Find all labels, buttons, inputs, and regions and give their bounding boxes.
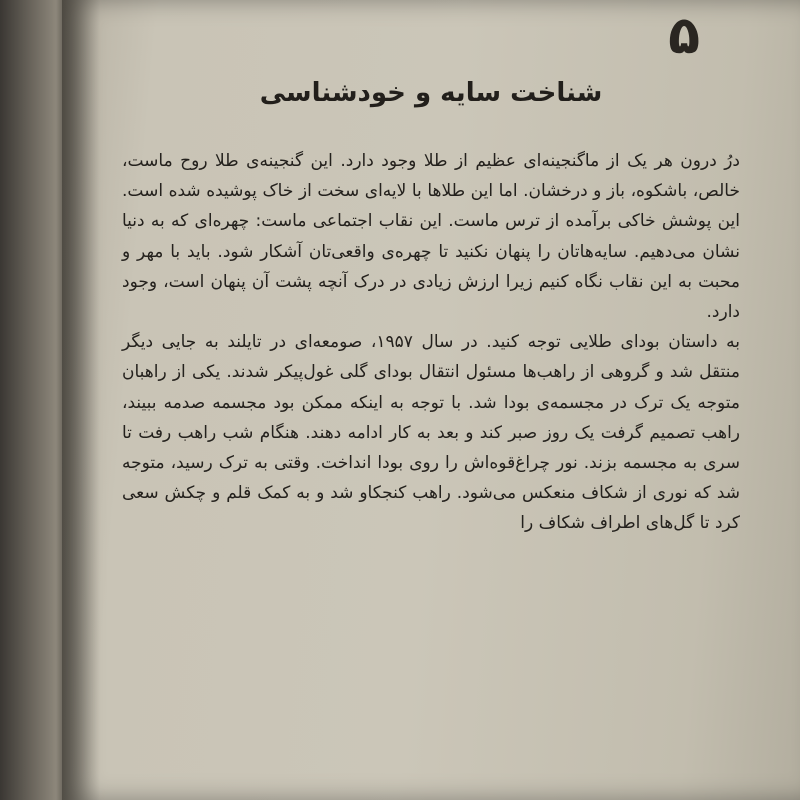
paragraph: به داستان بودای طلایی توجه کنید. در سال ۱۹۵۷، صومعه‌ای در تایلند به جایی دیگر منتقل شد و گروهی از راهب‌ها مسئول انتقال بودای گلی غول‌پیکر شدند. یکی از راهبان متوجه یک ترک در مجسمه‌ی بودا شد. با توجه به اینکه ممکن بود مجسمه صدمه ببیند، راهب تصمیم گرفت یک روز صبر کند و بعد به کار ادامه دهند. هنگام شب راهب رفت تا سری به مجسمه بزند. نور چراغ‌قوه‌اش را روی بودا انداخت. وقتی به ترک رسید، متوجه شد که نوری از شکاف منعکس می‌شود. راهب کنجکاو شد و به کمک قلم و چکش سعی کرد تا گل‌های اطراف شکاف را (122, 332, 741, 534)
body-text (122, 146, 740, 539)
adjacent-page-edge (0, 0, 70, 800)
book-page (62, 0, 800, 800)
paragraph: درُ درون هر یک از ماگنجینه‌ای عظیم از طلا وجود دارد. این گنجینه‌ی طلا روح ماست، خالص، باشکوه، باز و درخشان. اما این طلاها با لایه‌ای سخت از خاک پوشیده شده است. این پوشش خاکی برآمده از ترس ماست. این نقاب اجتماعی ماست: چهره‌ای که به دنیا نشان می‌دهیم. سایه‌هاتان را پنهان نکنید تا چهره‌ی واقعی‌تان آشکار شود. باید با مهر و محبت به این نقاب نگاه کنیم زیرا ارزش زیادی در درک آنچه پشت آن پنهان است، وجود دارد. (122, 151, 740, 323)
chapter-number: ۵ (668, 6, 700, 66)
chapter-title: شناخت سایه و خودشناسی (259, 78, 603, 108)
gutter-shadow (62, 0, 100, 800)
